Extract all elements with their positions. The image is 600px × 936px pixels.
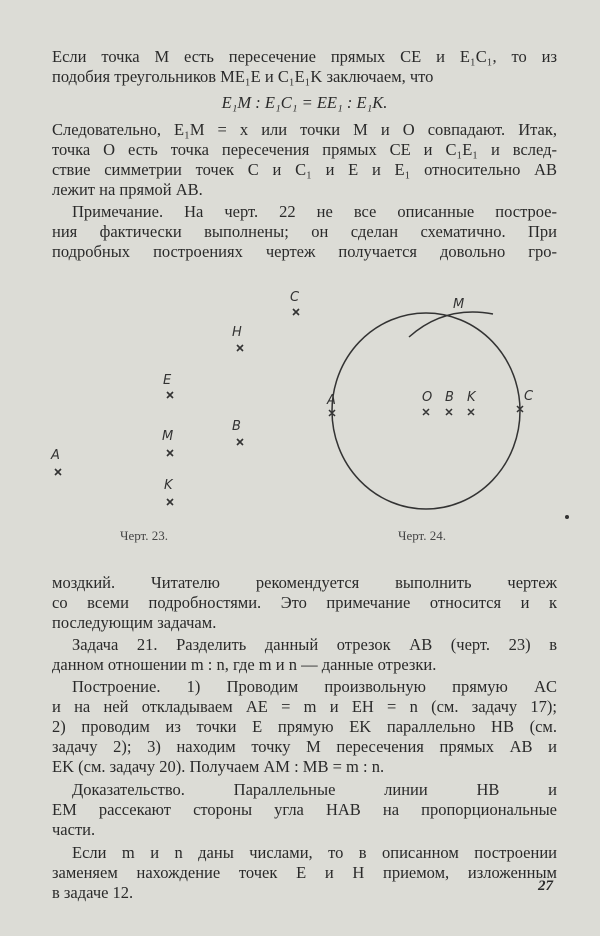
text-line: моздкий. Читателю рекомендуется выполнить чертеж — [52, 573, 557, 592]
text-line: точка O есть точка пересечения прямых CE и C₁E₁ и вслед- — [52, 140, 557, 159]
text-line: Если m и n даны числами, то в описанном построении — [72, 843, 557, 862]
text-line: ния фактически выполнены; он сделан схематично. При — [52, 222, 557, 241]
text-line: EK (см. задачу 20). Получаем AM : MB = m : n. — [52, 757, 385, 776]
point-marks — [329, 406, 523, 416]
note-paragraph: Примечание. На черт. 22 не все описанные построе- — [72, 202, 557, 221]
label-b: B — [445, 390, 454, 405]
text-line: Следовательно, E₁M = x или точки M и O совпадают. Итак, — [52, 120, 557, 139]
point-b — [237, 439, 243, 445]
text-line: EM рассекают стороны угла HAB на пропорциональные — [52, 800, 557, 819]
text-line: и на ней откладываем AE = m и EH = n (см. задачу 17); — [52, 697, 557, 716]
figure-24 — [329, 312, 523, 509]
text-line: части. — [52, 820, 96, 839]
text-line: ствие симметрии точек C и C₁ и E и E₁ относительно AB — [52, 160, 557, 179]
point-a — [55, 469, 61, 475]
label-c: C — [524, 389, 534, 404]
figure-23-labels — [50, 290, 300, 493]
point-k — [167, 499, 173, 505]
label-c: C — [290, 290, 300, 305]
text-line: 2) проводим из точки E прямую EK параллельно HB (см. — [52, 717, 557, 736]
text-line: лежит на прямой AB. — [52, 180, 203, 199]
figure-23 — [55, 309, 299, 505]
label-a: A — [51, 448, 60, 463]
speck — [565, 515, 569, 519]
label-h: H — [232, 325, 242, 340]
label-m: M — [162, 429, 174, 444]
label-b: B — [232, 419, 241, 434]
figure-24-caption: Черт. 24. — [398, 528, 447, 543]
text-line: заменяем нахождение точек E и H приемом, изложенным — [52, 863, 557, 882]
text-line: подобия треугольников ME₁E и C₁E₁K заключаем, что — [52, 67, 434, 86]
text-line: данном отношении m : n, где m и n — данные отрезки. — [52, 655, 437, 674]
label-k: K — [467, 390, 476, 405]
page-number: 27 — [538, 878, 553, 894]
text-line: в задаче 12. — [52, 883, 134, 902]
text-line: задачу 2); 3) находим точку M пересечения прямых AB и — [52, 737, 557, 756]
figure-23-caption: Черт. 23. — [120, 528, 169, 543]
label-a: A — [327, 393, 336, 408]
problem-21: Задача 21. Разделить данный отрезок AB (черт. 23) в — [72, 635, 557, 654]
text-line: последующим задачам. — [52, 613, 217, 632]
label-o: O — [422, 390, 433, 405]
construction-paragraph: Построение. 1) Проводим произвольную прямую AC — [72, 677, 557, 696]
text-line: подробных построениях чертеж получается довольно гро- — [52, 242, 557, 261]
proof-paragraph: Доказательство. Параллельные линии HB и — [72, 780, 557, 799]
point-h — [237, 345, 243, 351]
point-c — [293, 309, 299, 315]
label-e: E — [163, 373, 172, 388]
text-line: Если точка M есть пересечение прямых CE и E₁C₁, то из — [52, 47, 557, 66]
label-m: M — [453, 297, 465, 312]
point-e — [167, 392, 173, 398]
point-m — [167, 450, 173, 456]
label-k: K — [164, 478, 173, 493]
text-line: со всеми подробностями. Это примечание относится и к — [52, 593, 557, 612]
formula: E₁M : E₁C₁ = EE₁ : E₁K. — [221, 93, 388, 112]
